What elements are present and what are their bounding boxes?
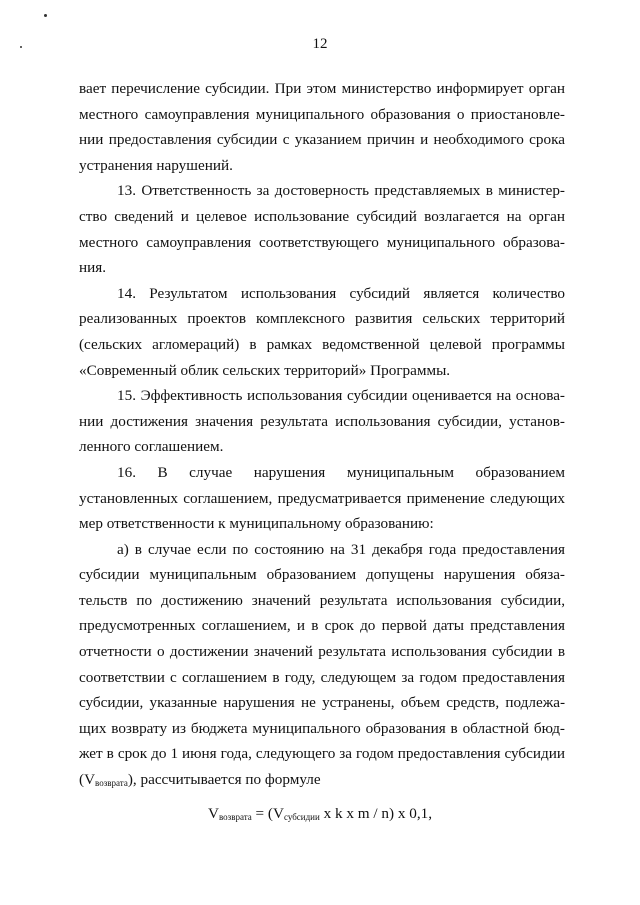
text-line: субсидии муниципальным образованием допущены нарушения обяза- bbox=[79, 566, 565, 584]
text-line: нии достижения значения результата использования субсидии, установ- bbox=[79, 412, 565, 430]
paragraph-p13 bbox=[79, 178, 565, 280]
text-line: соответствии с соглашением в году, следующем за годом предоставления bbox=[79, 668, 565, 686]
document-body bbox=[79, 76, 565, 793]
text-line: субсидии, указанные нарушения не устранены, объем средств, подлежа- bbox=[79, 694, 565, 712]
text-line: местного самоуправления муниципального образования о приостановле- bbox=[79, 105, 565, 123]
text-line: «Современный облик сельских территорий» Программы. bbox=[79, 361, 451, 379]
formula-rhs-symbol: V bbox=[272, 805, 284, 822]
text-line bbox=[79, 767, 565, 793]
v-symbol: V bbox=[84, 771, 96, 789]
text-line: установленных соглашением, предусматривается применение следующих bbox=[79, 489, 565, 507]
text-line: местного самоуправления соответствующего муниципального образова- bbox=[79, 233, 565, 251]
formula bbox=[0, 803, 640, 825]
text-line: 13. Ответственность за достоверность представляемых в министер- bbox=[117, 182, 565, 200]
paren: ( bbox=[79, 771, 85, 789]
formula-eq: = ( bbox=[251, 805, 273, 822]
formula-lhs-subscript: возврата bbox=[218, 812, 252, 822]
formula-rhs-subscript: субсидии bbox=[283, 812, 320, 822]
text-line: ство сведений и целевое использование субсидий возлагается на орган bbox=[79, 207, 565, 225]
text-line: а) в случае если по состоянию на 31 декабря года предоставления bbox=[117, 540, 565, 558]
text-line: 14. Результатом использования субсидий является количество bbox=[117, 284, 565, 302]
v-subscript: возврата bbox=[95, 778, 128, 789]
text-line: тельств по достижению значений результата использования субсидии, bbox=[79, 591, 565, 609]
scan-speck bbox=[44, 14, 47, 17]
formula-lhs-symbol: V bbox=[207, 805, 219, 822]
text-line: щих возврату из бюджета муниципального образования в областной бюд- bbox=[79, 719, 565, 737]
text-line: отчетности о достижении значений результата использования субсидии в bbox=[79, 643, 565, 661]
text-line: ния. bbox=[79, 259, 107, 277]
text-line: устранения нарушений. bbox=[79, 156, 233, 174]
text-line: мер ответственности к муниципальному образованию: bbox=[79, 515, 434, 533]
text-line: реализованных проектов комплексного развития сельских территорий bbox=[79, 310, 565, 328]
text-line: ленного соглашением. bbox=[79, 438, 224, 456]
text-line: жет в срок до 1 июня года, следующего за годом предоставления субсидии bbox=[79, 745, 565, 763]
paragraph-p15 bbox=[79, 383, 565, 460]
text-line: 16. В случае нарушения муниципальным образованием bbox=[117, 463, 565, 481]
formula-rest: x k x m / n) x 0,1, bbox=[319, 805, 433, 822]
text-line: 15. Эффективность использования субсидии оценивается на основа- bbox=[117, 387, 565, 405]
text-line: предусмотренных соглашением, и в срок до первой даты представления bbox=[79, 617, 565, 635]
paragraph-p14 bbox=[79, 281, 565, 383]
text-line: (сельских агломераций) в рамках ведомственной целевой программы bbox=[79, 335, 565, 353]
text-line: вает перечисление субсидии. При этом министерство информирует орган bbox=[79, 80, 565, 97]
text-line: нии предоставления субсидии с указанием причин и необходимого срока bbox=[79, 131, 565, 149]
line-text: ), рассчитывается по формуле bbox=[127, 771, 321, 789]
page-number: 12 bbox=[312, 36, 328, 52]
paragraph-p0 bbox=[79, 76, 565, 178]
paragraph-pa bbox=[79, 537, 565, 793]
paragraph-p16 bbox=[79, 460, 565, 537]
